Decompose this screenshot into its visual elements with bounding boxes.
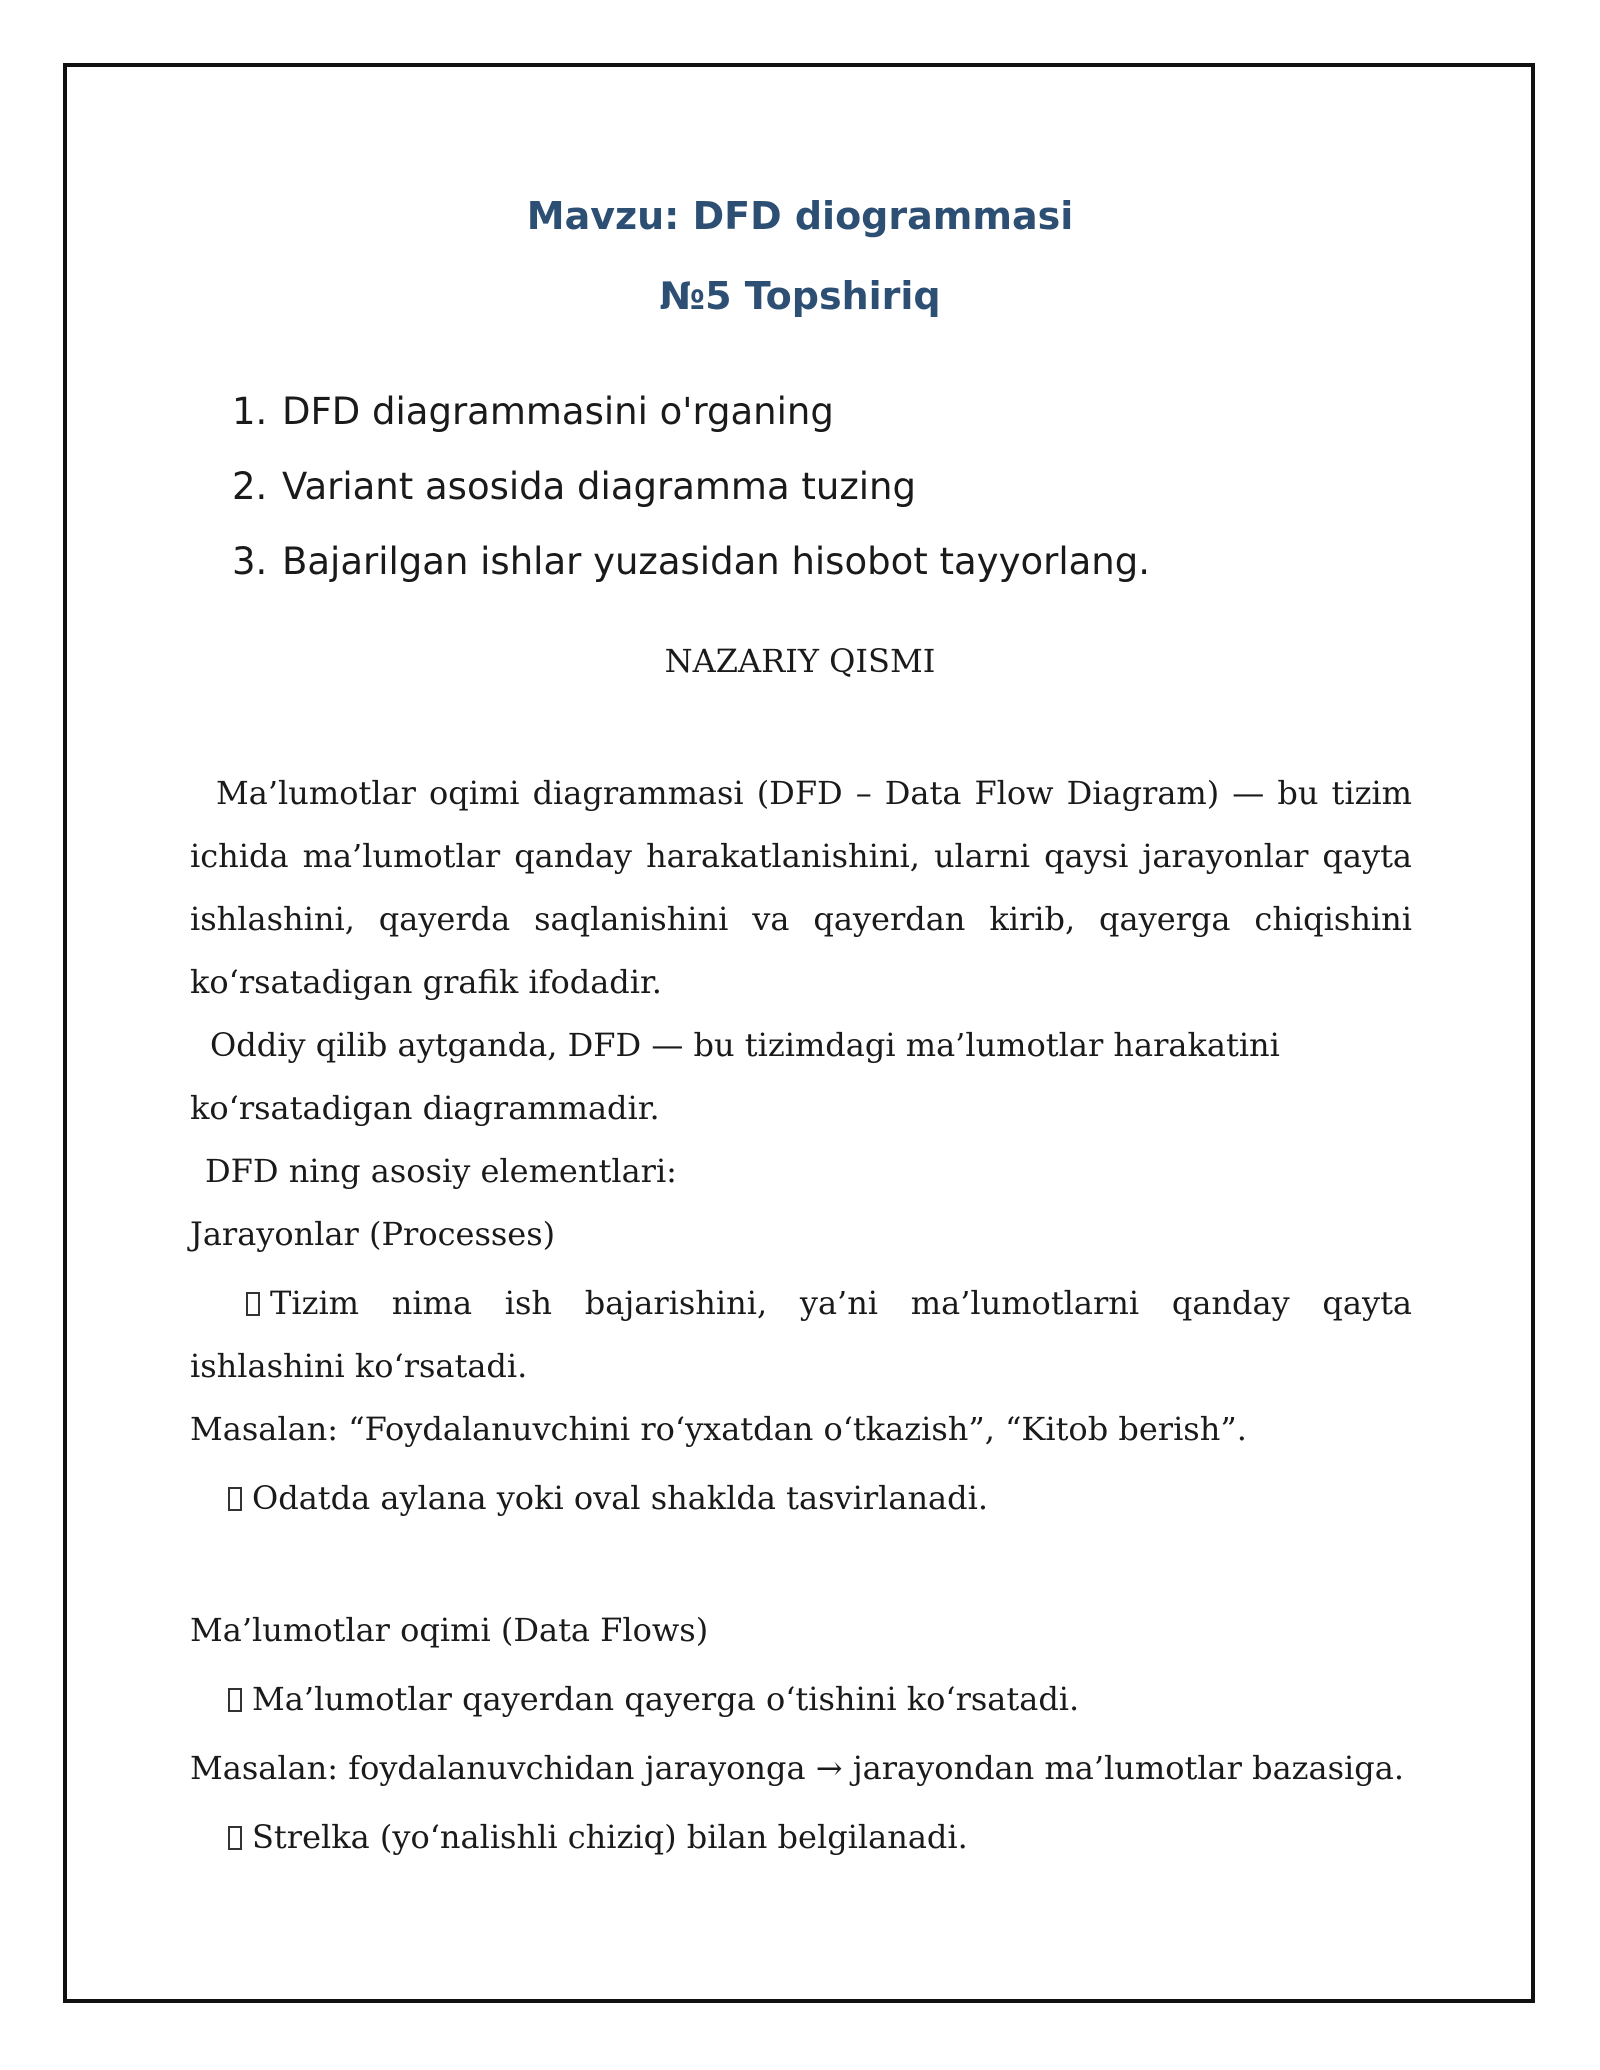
task-text: Bajarilgan ishlar yuzasidan hisobot tayyorlang. [282,540,1150,583]
flows-example: Masalan: foydalanuvchidan jarayonga → jarayondan ma’lumotlar bazasiga. [190,1749,1404,1787]
task-list [232,384,1150,609]
missing-glyph-box-icon [228,1826,242,1850]
flows-shape-text: Strelka (yoʻnalishli chiziq) bilan belgilanadi. [252,1818,968,1856]
flows-description [190,1668,1412,1731]
processes-description [190,1272,1412,1398]
task-text: DFD diagrammasini o'rganing [282,390,834,433]
intro-paragraph: Ma’lumotlar oqimi diagrammasi (DFD – Data Flow Diagram) — bu tizim ichida ma’lumotlar qanday harakatlanishini, ularni qaysi jarayonlar qayta ishlashini, qayerda saqlanishini va qayerdan kirib, qayerga chiqishini koʻrsatadigan grafik ifodadir. [190,774,1412,1001]
document-subtitle: №5 Topshiriq [659,274,941,318]
missing-glyph-box-icon [228,1487,242,1511]
task-number: 1. [232,390,268,433]
flows-heading: Ma’lumotlar oqimi (Data Flows) [190,1611,709,1649]
elements-heading: DFD ning asosiy elementlari: [205,1152,677,1190]
task-item [232,534,1150,609]
processes-description-text: Tizim nima ish bajarishini, ya’ni ma’lumotlarni qanday qayta ishlashini koʻrsatadi. [190,1284,1412,1385]
flows-shape [190,1806,1412,1869]
processes-shape-text: Odatda aylana yoki oval shaklda tasvirlanadi. [252,1479,989,1517]
document-title: Mavzu: DFD diogrammasi [526,194,1074,238]
flows-description-text: Ma’lumotlar qayerdan qayerga oʻtishini koʻrsatadi. [252,1680,1080,1718]
task-item [232,459,1150,534]
processes-heading: Jarayonlar (Processes) [190,1215,556,1253]
task-item [232,384,1150,459]
missing-glyph-box-icon [246,1292,260,1316]
task-text: Variant asosida diagramma tuzing [282,465,916,508]
missing-glyph-box-icon [228,1688,242,1712]
task-number: 2. [232,465,268,508]
processes-example: Masalan: “Foydalanuvchini roʻyxatdan oʻtkazish”, “Kitob berish”. [190,1410,1247,1448]
section-title: NAZARIY QISMI [664,642,936,680]
processes-shape [190,1467,1412,1530]
task-number: 3. [232,540,268,583]
simple-definition-paragraph: Oddiy qilib aytganda, DFD — bu tizimdagi ma’lumotlar harakatini koʻrsatadigan diagrammadir. [190,1026,1280,1127]
